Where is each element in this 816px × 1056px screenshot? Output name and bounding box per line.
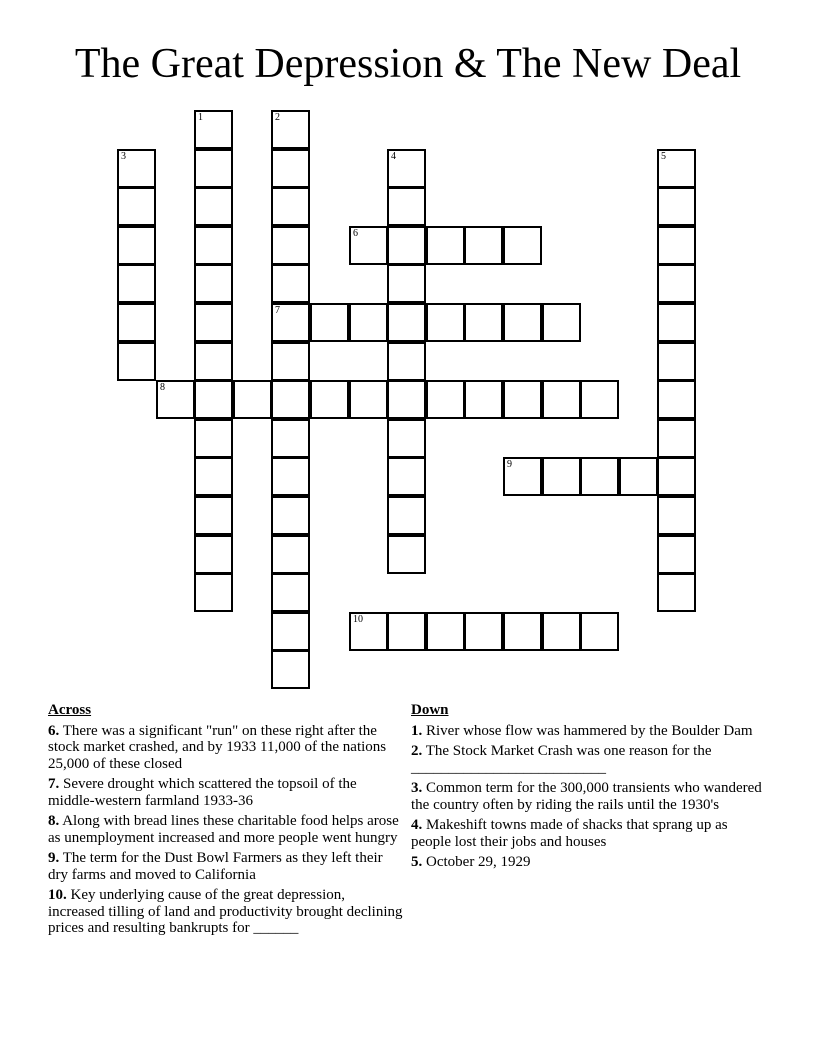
grid-cell[interactable] <box>194 419 233 458</box>
grid-cell[interactable] <box>117 149 156 188</box>
grid-cell[interactable] <box>271 650 310 689</box>
clue-text: Key underlying cause of the great depression, increased tilling of land and productivity brought declining prices and resulting bankrupts for ______ <box>48 887 403 936</box>
down-heading: Down <box>411 702 449 718</box>
clue-text: River whose flow was hammered by the Boulder Dam <box>426 722 753 739</box>
grid-cell[interactable] <box>387 264 426 303</box>
cell-number: 6 <box>353 228 358 239</box>
grid-cell[interactable] <box>271 187 310 226</box>
down-clue-1 <box>411 723 763 740</box>
grid-cell[interactable] <box>503 457 542 496</box>
grid-cell[interactable] <box>387 496 426 535</box>
grid-cell[interactable] <box>580 612 619 651</box>
down-clue-3 <box>411 780 763 813</box>
across-heading: Across <box>48 702 92 718</box>
grid-cell[interactable] <box>657 226 696 265</box>
grid-cell[interactable] <box>657 149 696 188</box>
grid-cell[interactable] <box>657 535 696 574</box>
grid-cell[interactable] <box>542 303 581 342</box>
grid-cell[interactable] <box>271 303 310 342</box>
grid-cell[interactable] <box>657 573 696 612</box>
grid-cell[interactable] <box>426 226 465 265</box>
cell-number: 2 <box>275 112 280 123</box>
clue-text: Along with bread lines these charitable food helps arose as unemployment increased and more people went hungry <box>48 813 399 846</box>
clue-number: 1. <box>411 722 423 739</box>
clue-number: 5. <box>411 854 423 870</box>
grid-cell[interactable] <box>464 612 503 651</box>
grid-cell[interactable] <box>117 303 156 342</box>
grid-cell[interactable] <box>387 149 426 188</box>
grid-cell[interactable] <box>387 342 426 381</box>
grid-cell[interactable] <box>271 264 310 303</box>
grid-cell[interactable] <box>117 264 156 303</box>
down-clues <box>411 702 763 875</box>
grid-cell[interactable] <box>271 380 310 419</box>
grid-cell[interactable] <box>194 187 233 226</box>
grid-cell[interactable] <box>387 457 426 496</box>
grid-cell[interactable] <box>657 457 696 496</box>
grid-cell[interactable] <box>194 380 233 419</box>
cell-number: 9 <box>507 459 512 470</box>
grid-cell[interactable] <box>619 457 658 496</box>
grid-cell[interactable] <box>349 612 388 651</box>
grid-cell[interactable] <box>194 110 233 149</box>
down-clue-4 <box>411 817 763 850</box>
grid-cell[interactable] <box>271 419 310 458</box>
grid-cell[interactable] <box>117 342 156 381</box>
grid-cell[interactable] <box>542 380 581 419</box>
grid-cell[interactable] <box>503 226 542 265</box>
grid-cell[interactable] <box>542 612 581 651</box>
across-clue-9 <box>48 850 404 883</box>
grid-cell[interactable] <box>580 380 619 419</box>
clue-number: 2. <box>411 743 423 759</box>
grid-cell[interactable] <box>387 303 426 342</box>
cell-number: 3 <box>121 151 126 162</box>
grid-cell[interactable] <box>271 342 310 381</box>
grid-cell[interactable] <box>657 187 696 226</box>
across-clue-8 <box>48 813 404 846</box>
grid-cell[interactable] <box>464 303 503 342</box>
clue-number: 6. <box>48 722 60 739</box>
grid-cell[interactable] <box>271 573 310 612</box>
clue-number: 9. <box>48 850 60 866</box>
cell-number: 1 <box>198 112 203 123</box>
grid-cell[interactable] <box>503 303 542 342</box>
down-clue-2 <box>411 743 763 776</box>
across-clue-6 <box>48 723 404 773</box>
grid-cell[interactable] <box>426 612 465 651</box>
grid-cell[interactable] <box>464 380 503 419</box>
grid-cell[interactable] <box>503 612 542 651</box>
clue-text: Makeshift towns made of shacks that sprang up as people lost their jobs and houses <box>411 817 728 850</box>
cell-number: 10 <box>353 614 363 625</box>
grid-cell[interactable] <box>194 496 233 535</box>
grid-cell[interactable] <box>194 457 233 496</box>
grid-cell[interactable] <box>271 612 310 651</box>
grid-cell[interactable] <box>657 419 696 458</box>
grid-cell[interactable] <box>657 303 696 342</box>
grid-cell[interactable] <box>271 110 310 149</box>
grid-cell[interactable] <box>310 303 349 342</box>
grid-cell[interactable] <box>426 303 465 342</box>
grid-cell[interactable] <box>194 226 233 265</box>
cell-number: 7 <box>275 305 280 316</box>
cell-number: 8 <box>160 382 165 393</box>
grid-cell[interactable] <box>194 342 233 381</box>
clue-text: The term for the Dust Bowl Farmers as they left their dry farms and moved to California <box>48 850 383 883</box>
grid-cell[interactable] <box>271 457 310 496</box>
grid-cell[interactable] <box>117 187 156 226</box>
clue-text: Severe drought which scattered the topsoil of the middle-western farmland 1933-36 <box>48 776 357 809</box>
grid-cell[interactable] <box>349 380 388 419</box>
grid-cell[interactable] <box>271 149 310 188</box>
cell-number: 4 <box>391 151 396 162</box>
clue-text: Common term for the 300,000 transients who wandered the country often by riding the rails until the 1930's <box>411 780 762 813</box>
grid-cell[interactable] <box>657 496 696 535</box>
grid-cell[interactable] <box>271 226 310 265</box>
grid-cell[interactable] <box>271 496 310 535</box>
grid-cell[interactable] <box>387 612 426 651</box>
grid-cell[interactable] <box>194 535 233 574</box>
grid-cell[interactable] <box>657 342 696 381</box>
grid-cell[interactable] <box>387 380 426 419</box>
clue-number: 8. <box>48 813 60 829</box>
down-clue-5 <box>411 854 763 871</box>
grid-cell[interactable] <box>657 380 696 419</box>
grid-cell[interactable] <box>156 380 195 419</box>
clue-number: 10. <box>48 887 67 903</box>
grid-cell[interactable] <box>464 226 503 265</box>
grid-cell[interactable] <box>117 226 156 265</box>
grid-cell[interactable] <box>387 535 426 574</box>
grid-cell[interactable] <box>580 457 619 496</box>
across-clues <box>48 702 404 941</box>
page-title: The Great Depression & The New Deal <box>74 41 742 87</box>
clue-number: 7. <box>48 776 60 792</box>
grid-cell[interactable] <box>349 303 388 342</box>
clue-text: October 29, 1929 <box>426 854 531 870</box>
clue-text: The Stock Market Crash was one reason for the __________________________ <box>411 743 712 776</box>
cell-number: 5 <box>661 151 666 162</box>
grid-cell[interactable] <box>657 264 696 303</box>
across-clue-10 <box>48 887 404 937</box>
clue-text: There was a significant "run" on these right after the stock market crashed, and by 1933 11,000 of the nations 25,000 of these closed <box>48 722 387 772</box>
clue-number: 4. <box>411 817 423 833</box>
grid-cell[interactable] <box>503 380 542 419</box>
grid-cell[interactable] <box>542 457 581 496</box>
grid-cell[interactable] <box>426 380 465 419</box>
grid-cell[interactable] <box>194 264 233 303</box>
grid-cell[interactable] <box>194 149 233 188</box>
grid-cell[interactable] <box>349 226 388 265</box>
grid-cell[interactable] <box>387 187 426 226</box>
across-clue-7 <box>48 776 404 809</box>
grid-cell[interactable] <box>194 303 233 342</box>
grid-cell[interactable] <box>387 419 426 458</box>
grid-cell[interactable] <box>310 380 349 419</box>
grid-cell[interactable] <box>271 535 310 574</box>
clue-number: 3. <box>411 780 423 796</box>
grid-cell[interactable] <box>233 380 272 419</box>
grid-cell[interactable] <box>387 226 426 265</box>
grid-cell[interactable] <box>194 573 233 612</box>
